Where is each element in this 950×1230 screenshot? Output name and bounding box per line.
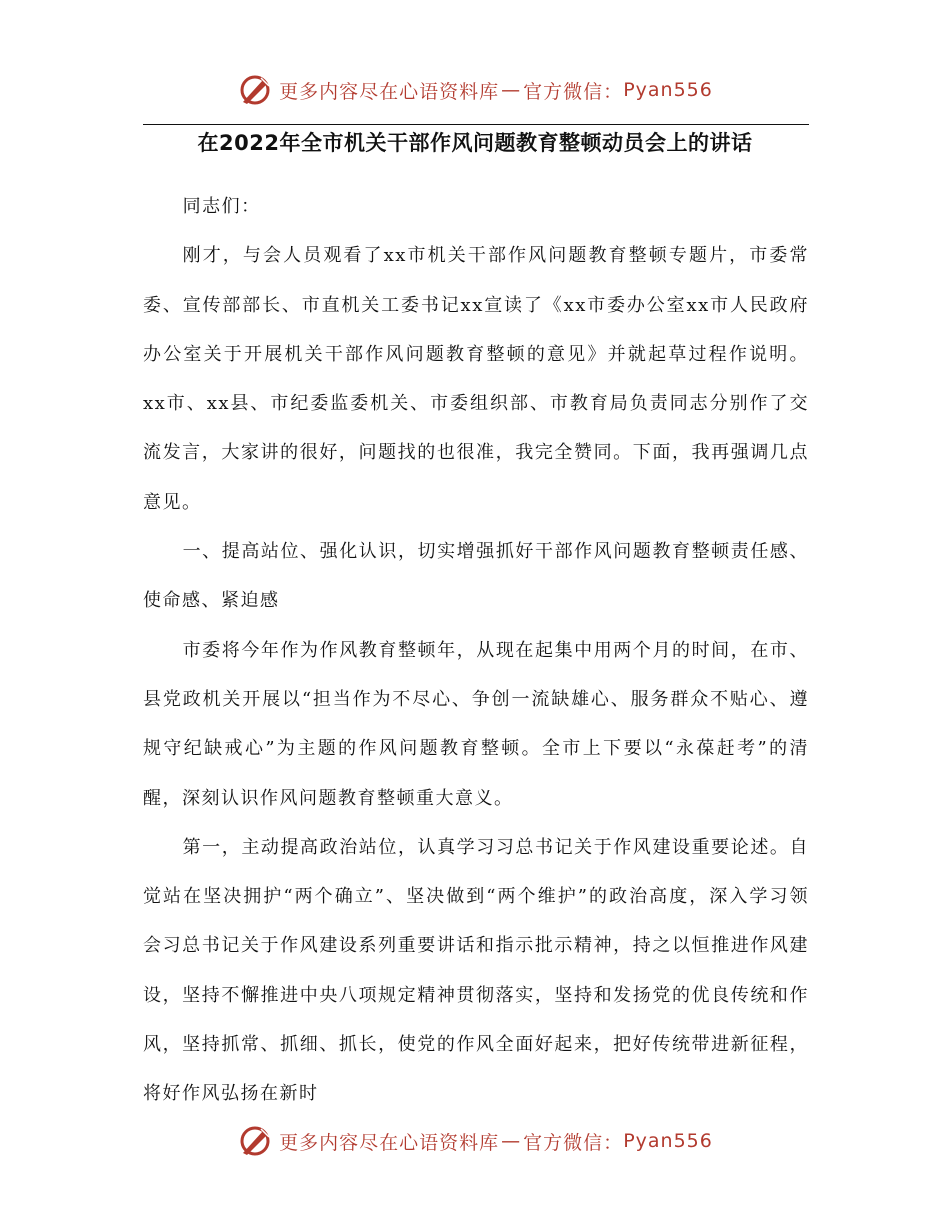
paragraph: 市委将今年作为作风教育整顿年，从现在起集中用两个月的时间，在市、县党政机关开展以“担当作为不尽心、争创一流缺雄心、服务群众不贴心、遵规守纪缺戒心”为主题的作风问题教育整顿。全市上下要以“永葆赶考”的清醒，深刻认识作风问题教育整顿重大意义。	[143, 639, 809, 809]
pen-circle-logo-icon	[237, 72, 273, 108]
footer-banner	[0, 1119, 950, 1163]
banner-wechat-label: 官方微信：	[523, 1131, 624, 1154]
section-heading: 一、提高站位、强化认识，切实增强抓好干部作风问题教育整顿责任感、使命感、紧迫感	[143, 541, 809, 612]
header-rule	[143, 124, 809, 125]
banner-wechat-id: Pyan556	[623, 79, 713, 101]
banner-separator: —	[501, 79, 522, 101]
header-banner	[0, 68, 950, 112]
paragraph: 第一，主动提高政治站位，认真学习习总书记关于作风建设重要论述。自觉站在坚决拥护“两个确立”、坚决做到“两个维护”的政治高度，深入学习领会习总书记关于作风建设系列重要讲话和指示批示精神，持之以恒推进作风建设，坚持不懈推进中央八项规定精神贯彻落实，坚持和发扬党的优良传统和作风，坚持抓常、抓细、抓长，使党的作风全面好起来，把好传统带进新征程，将好作风弘扬在新时	[143, 836, 809, 1105]
salutation: 同志们：	[182, 196, 261, 217]
pen-circle-logo-icon	[237, 1123, 273, 1159]
banner-wechat-label: 官方微信：	[523, 80, 624, 103]
banner-separator: —	[501, 1130, 522, 1152]
document-title: 在2022年全市机关干部作风问题教育整顿动员会上的讲话	[197, 131, 753, 155]
banner-text: 更多内容尽在心语资料库	[279, 1131, 500, 1154]
banner-text: 更多内容尽在心语资料库	[279, 80, 500, 103]
document-body	[143, 182, 809, 1119]
banner-wechat-id: Pyan556	[623, 1130, 713, 1152]
paragraph: 刚才，与会人员观看了xx市机关干部作风问题教育整顿专题片，市委常委、宣传部部长、市直机关工委书记xx宣读了《xx市委办公室xx市人民政府办公室关于开展机关干部作风问题教育整顿的意见》并就起草过程作说明。xx市、xx县、市纪委监委机关、市委组织部、市教育局负责同志分别作了交流发言，大家讲的很好，问题找的也很准，我完全赞同。下面，我再强调几点意见。	[143, 245, 809, 513]
